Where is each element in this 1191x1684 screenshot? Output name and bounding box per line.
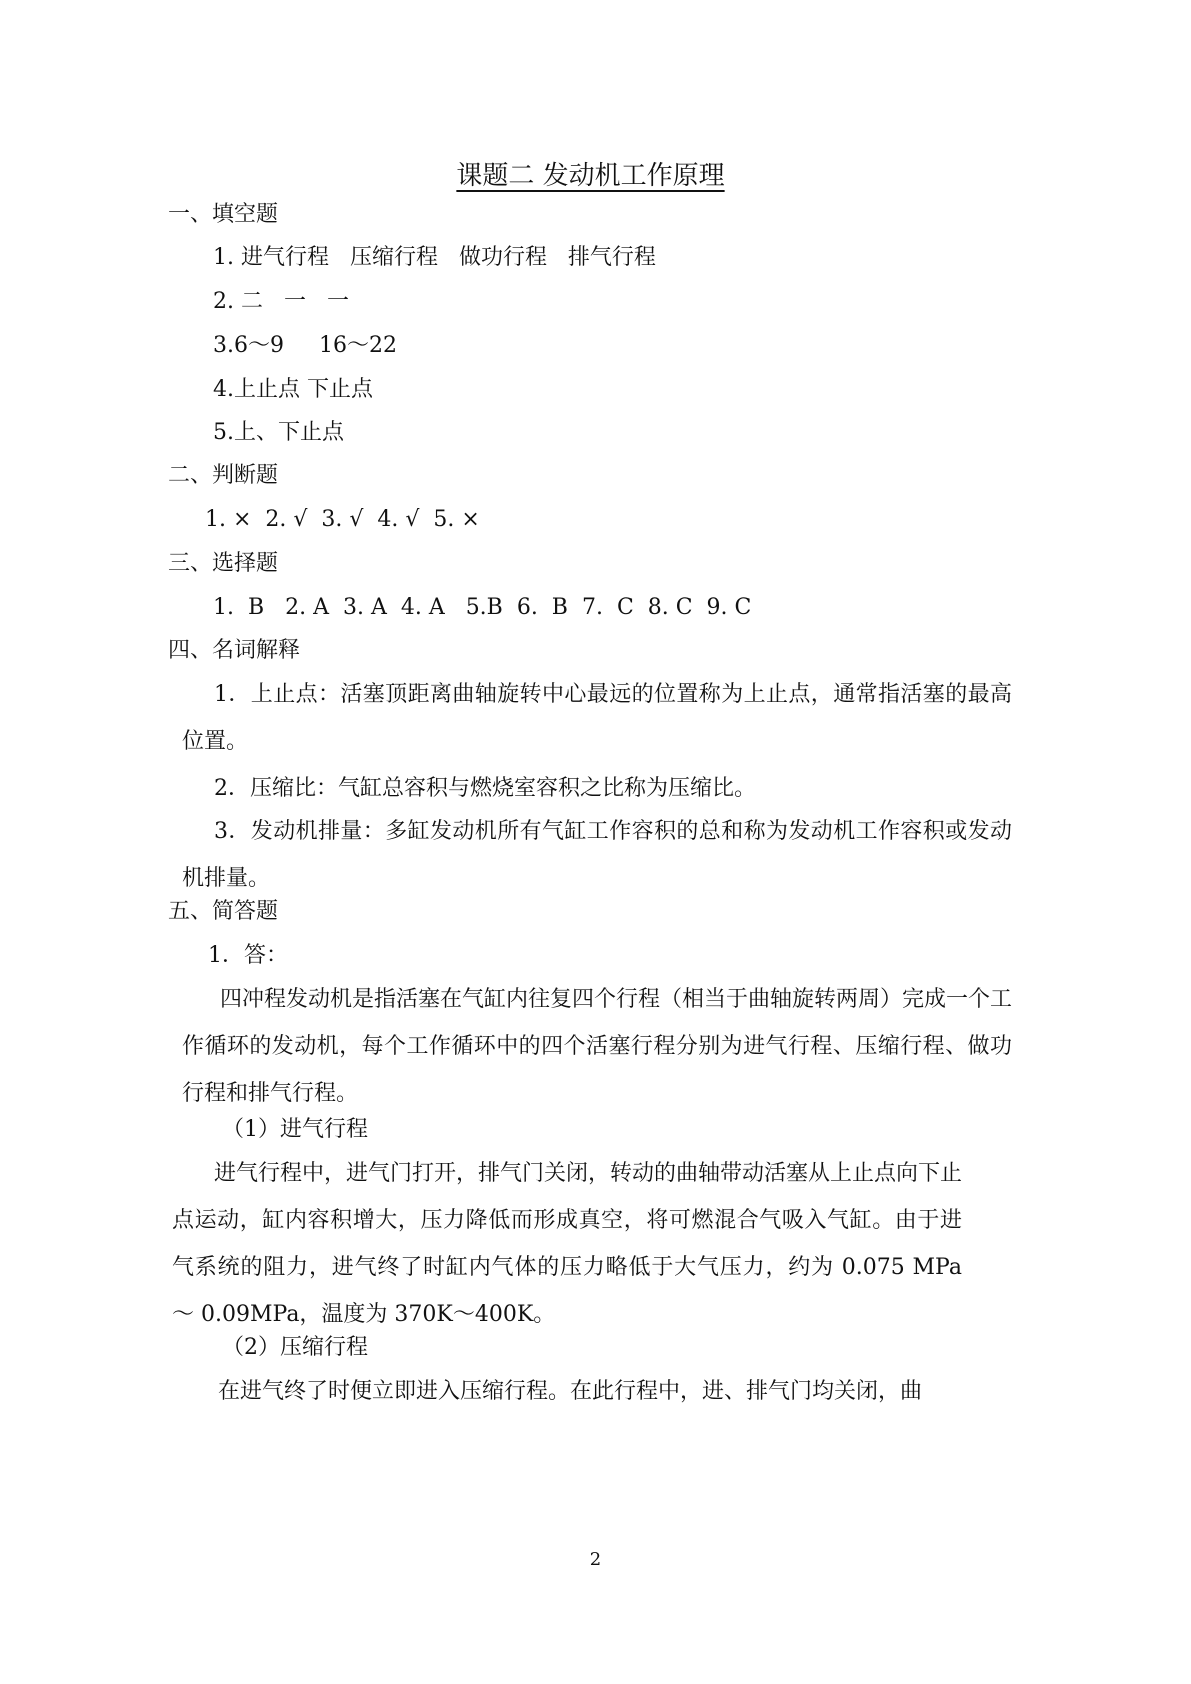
- fill-in-answer-3: 3.6～9 16～22: [213, 333, 397, 358]
- compression-stroke-text: 在进气终了时便立即进入压缩行程。在此行程中，进、排气门均关闭，曲: [218, 1379, 923, 1404]
- page-title-text: 课题二 发动机工作原理: [456, 161, 725, 191]
- definition-displacement: 3．发动机排量：多缸发动机所有气缸工作容积的总和称为发动机工作容积或发动机排量。: [182, 819, 1012, 891]
- section-heading-true-false: 二、判断题: [168, 463, 279, 488]
- fill-in-answer-4: 4.上止点 下止点: [213, 377, 373, 402]
- multiple-choice-answers: 1. B 2. A 3. A 4. A 5.B 6. B 7. C 8. C 9. C: [213, 595, 752, 620]
- section-heading-multiple-choice: 三、选择题: [168, 551, 279, 576]
- definition-top-dead-center: 1．上止点：活塞顶距离曲轴旋转中心最远的位置称为上止点，通常指活塞的最高位置。: [182, 682, 1012, 754]
- section-heading-fill-in: 一、填空题: [168, 202, 279, 227]
- subheading-intake-stroke: （1）进气行程: [222, 1117, 368, 1142]
- subheading-compression-stroke: （2）压缩行程: [222, 1335, 368, 1360]
- fill-in-answer-5: 5.上、下止点: [213, 420, 344, 445]
- definition-compression-ratio: 2．压缩比：气缸总容积与燃烧室容积之比称为压缩比。: [214, 776, 756, 801]
- intake-stroke-text: 进气行程中，进气门打开，排气门关闭，转动的曲轴带动活塞从上止点向下止点运动，缸内容积增大，压力降低而形成真空，将可燃混合气吸入气缸。由于进气系统的阻力，进气终了时缸内气体的压力略低于大气压力，约为 0.075 MPa ～ 0.09MPa，温度为 370K～400K。: [172, 1161, 963, 1327]
- fill-in-answer-1: 1. 进气行程 压缩行程 做功行程 排气行程: [213, 245, 656, 270]
- section-heading-definitions: 四、名词解释: [168, 638, 301, 663]
- page-number: 2: [589, 1549, 602, 1570]
- short-answer-q1-label: 1．答：: [208, 943, 288, 968]
- section-heading-short-answer: 五、简答题: [168, 899, 279, 924]
- true-false-answers: 1. × 2. √ 3. √ 4. √ 5. ×: [205, 507, 480, 532]
- page-title: [0, 158, 1191, 194]
- fill-in-answer-2: 2. 二 一 一: [213, 289, 349, 314]
- four-stroke-intro: 四冲程发动机是指活塞在气缸内往复四个行程（相当于曲轴旋转两周）完成一个工作循环的发动机，每个工作循环中的四个活塞行程分别为进气行程、压缩行程、做功行程和排气行程。: [182, 987, 1013, 1106]
